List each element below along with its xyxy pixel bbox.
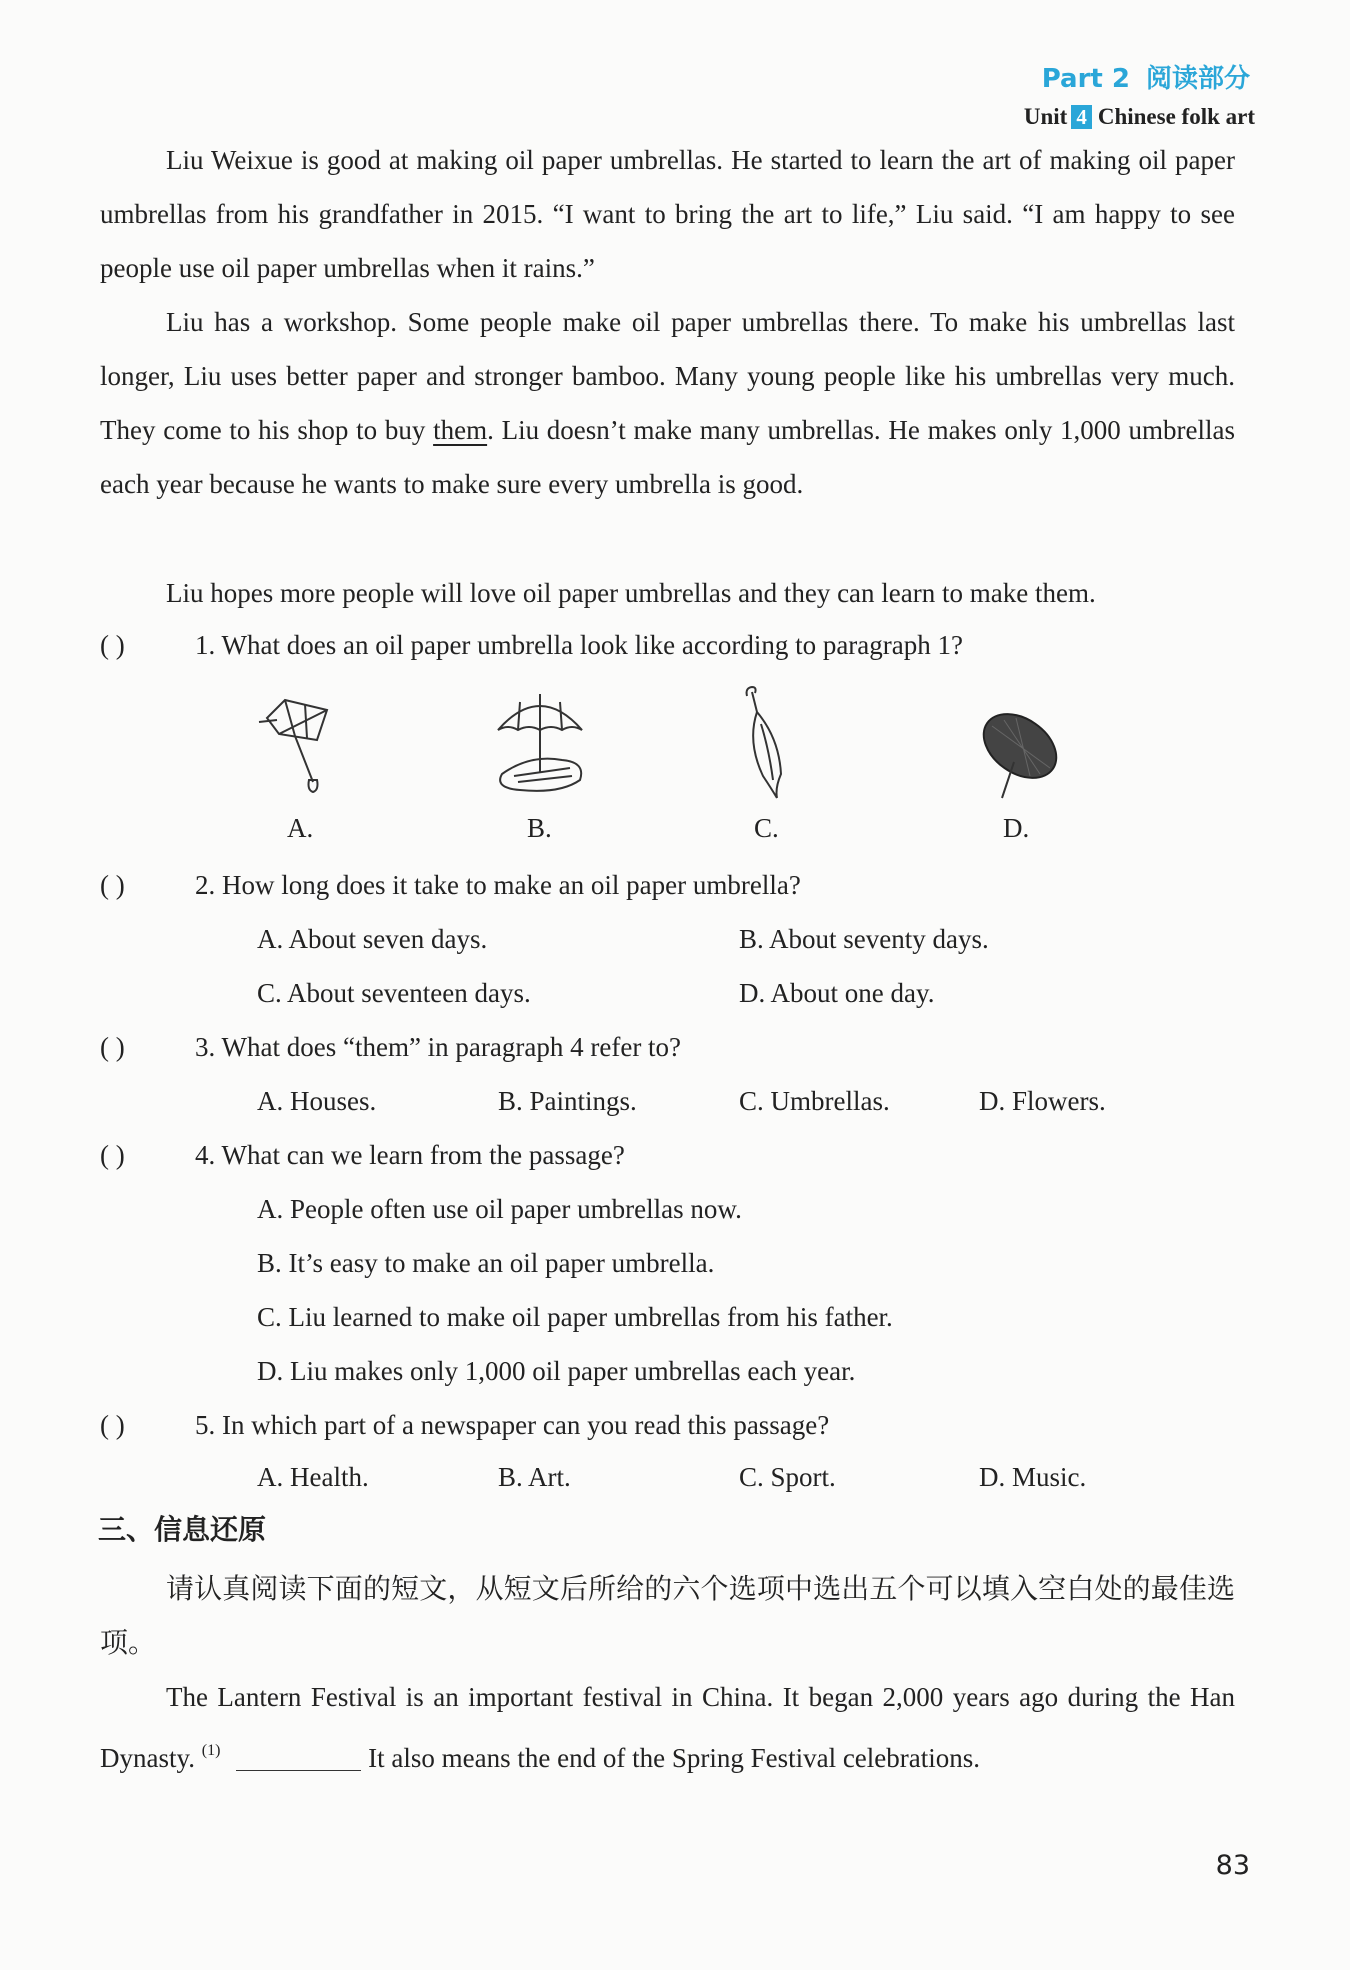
question-4-text: 4. What can we learn from the passage? bbox=[195, 1140, 625, 1170]
question-3 bbox=[100, 1032, 681, 1063]
answer-blank-3[interactable]: ( ) bbox=[100, 1032, 125, 1062]
question-2-option-c[interactable]: C. About seventeen days. bbox=[257, 978, 531, 1008]
paragraph-4 bbox=[100, 295, 1235, 511]
header-part-cn: 阅读部分 bbox=[1145, 64, 1250, 94]
blank-number-1: (1) bbox=[201, 1742, 221, 1759]
question-4-option-d[interactable]: D. Liu makes only 1,000 oil paper umbrellas each year. bbox=[257, 1356, 856, 1386]
question-1 bbox=[100, 630, 963, 661]
question-1-option-c[interactable]: C. bbox=[754, 813, 779, 843]
question-5-text: 5. In which part of a newspaper can you read this passage? bbox=[195, 1410, 830, 1440]
question-4-option-b[interactable]: B. It’s easy to make an oil paper umbrella. bbox=[257, 1248, 715, 1278]
answer-blank-5[interactable]: ( ) bbox=[100, 1410, 125, 1440]
question-3-option-d[interactable]: D. Flowers. bbox=[979, 1086, 1106, 1116]
question-5-option-b[interactable]: B. Art. bbox=[498, 1462, 571, 1492]
umbrella-c-icon bbox=[735, 684, 795, 802]
question-1-option-d[interactable]: D. bbox=[1003, 813, 1030, 843]
question-2-option-d[interactable]: D. About one day. bbox=[739, 978, 935, 1008]
question-1-option-b[interactable]: B. bbox=[527, 813, 552, 843]
question-4 bbox=[100, 1140, 625, 1171]
umbrella-b-icon bbox=[490, 688, 590, 800]
question-2 bbox=[100, 870, 801, 901]
umbrella-d-icon bbox=[970, 700, 1066, 802]
header-part bbox=[1042, 58, 1250, 95]
fill-blank-1[interactable] bbox=[236, 1746, 361, 1771]
section-3-passage-part1: The Lantern Festival is an important festival in China. It began 2,000 years ago during the Han Dynasty. bbox=[100, 1682, 1235, 1773]
answer-blank-4[interactable]: ( ) bbox=[100, 1140, 125, 1170]
question-5-option-c[interactable]: C. Sport. bbox=[739, 1462, 836, 1492]
header-unit bbox=[1024, 104, 1255, 130]
header-unit-label: Unit bbox=[1023, 104, 1068, 129]
question-2-option-b[interactable]: B. About seventy days. bbox=[739, 924, 989, 954]
section-3-passage bbox=[100, 1670, 1235, 1785]
paragraph-4-part2: . Liu doesn’t make many umbrellas. He makes only 1,000 umbrellas each year because he wants to make sure every umbrella is good. bbox=[100, 415, 1235, 499]
question-5-option-d[interactable]: D. Music. bbox=[979, 1462, 1087, 1492]
section-3-instruction: 请认真阅读下面的短文，从短文后所给的六个选项中选出五个可以填入空白处的最佳选项。 bbox=[100, 1572, 1235, 1659]
question-3-option-b[interactable]: B. Paintings. bbox=[498, 1086, 637, 1116]
question-1-text: 1. What does an oil paper umbrella look like according to paragraph 1? bbox=[195, 630, 963, 660]
question-2-text: 2. How long does it take to make an oil paper umbrella? bbox=[195, 870, 801, 900]
question-1-option-a[interactable]: A. bbox=[287, 813, 314, 843]
answer-blank-2[interactable]: ( ) bbox=[100, 870, 125, 900]
question-4-option-a[interactable]: A. People often use oil paper umbrellas now. bbox=[257, 1194, 742, 1224]
question-5-option-a[interactable]: A. Health. bbox=[257, 1462, 369, 1492]
header-part-label: Part 2 bbox=[1041, 64, 1130, 94]
question-3-option-c[interactable]: C. Umbrellas. bbox=[739, 1086, 890, 1116]
question-4-option-c[interactable]: C. Liu learned to make oil paper umbrellas from his father. bbox=[257, 1302, 893, 1332]
question-3-option-a[interactable]: A. Houses. bbox=[257, 1086, 377, 1116]
question-3-text: 3. What does “them” in paragraph 4 refer to? bbox=[195, 1032, 682, 1062]
question-2-option-a[interactable]: A. About seven days. bbox=[257, 924, 488, 954]
question-5 bbox=[100, 1410, 829, 1441]
header-unit-number: 4 bbox=[1071, 105, 1092, 129]
paragraph-3: Liu Weixue is good at making oil paper umbrellas. He started to learn the art of making oil paper umbrellas from his grandfather in 2015. “I want to bring the art to life,” Liu said. “I am happy to see people use oil paper umbrellas when it rains.” bbox=[100, 145, 1235, 283]
section-3-title: 三、信息还原 bbox=[98, 1513, 267, 1546]
page-number: 83 bbox=[1215, 1850, 1250, 1881]
paragraph-4-part1: Liu has a workshop. Some people make oil paper umbrellas there. To make his umbrellas last longer, Liu uses better paper and stronger bamboo. Many young people like his umbrellas very much. They come to his shop to buy bbox=[100, 307, 1235, 445]
answer-blank-1[interactable]: ( ) bbox=[100, 630, 125, 660]
header-unit-title: Chinese folk art bbox=[1097, 104, 1255, 129]
section-3-passage-part2: It also means the end of the Spring Festival celebrations. bbox=[361, 1743, 981, 1773]
paragraph-5: Liu hopes more people will love oil paper umbrellas and they can learn to make them. bbox=[166, 578, 1096, 608]
underlined-them: them bbox=[433, 415, 488, 445]
umbrella-a-icon bbox=[255, 688, 345, 800]
